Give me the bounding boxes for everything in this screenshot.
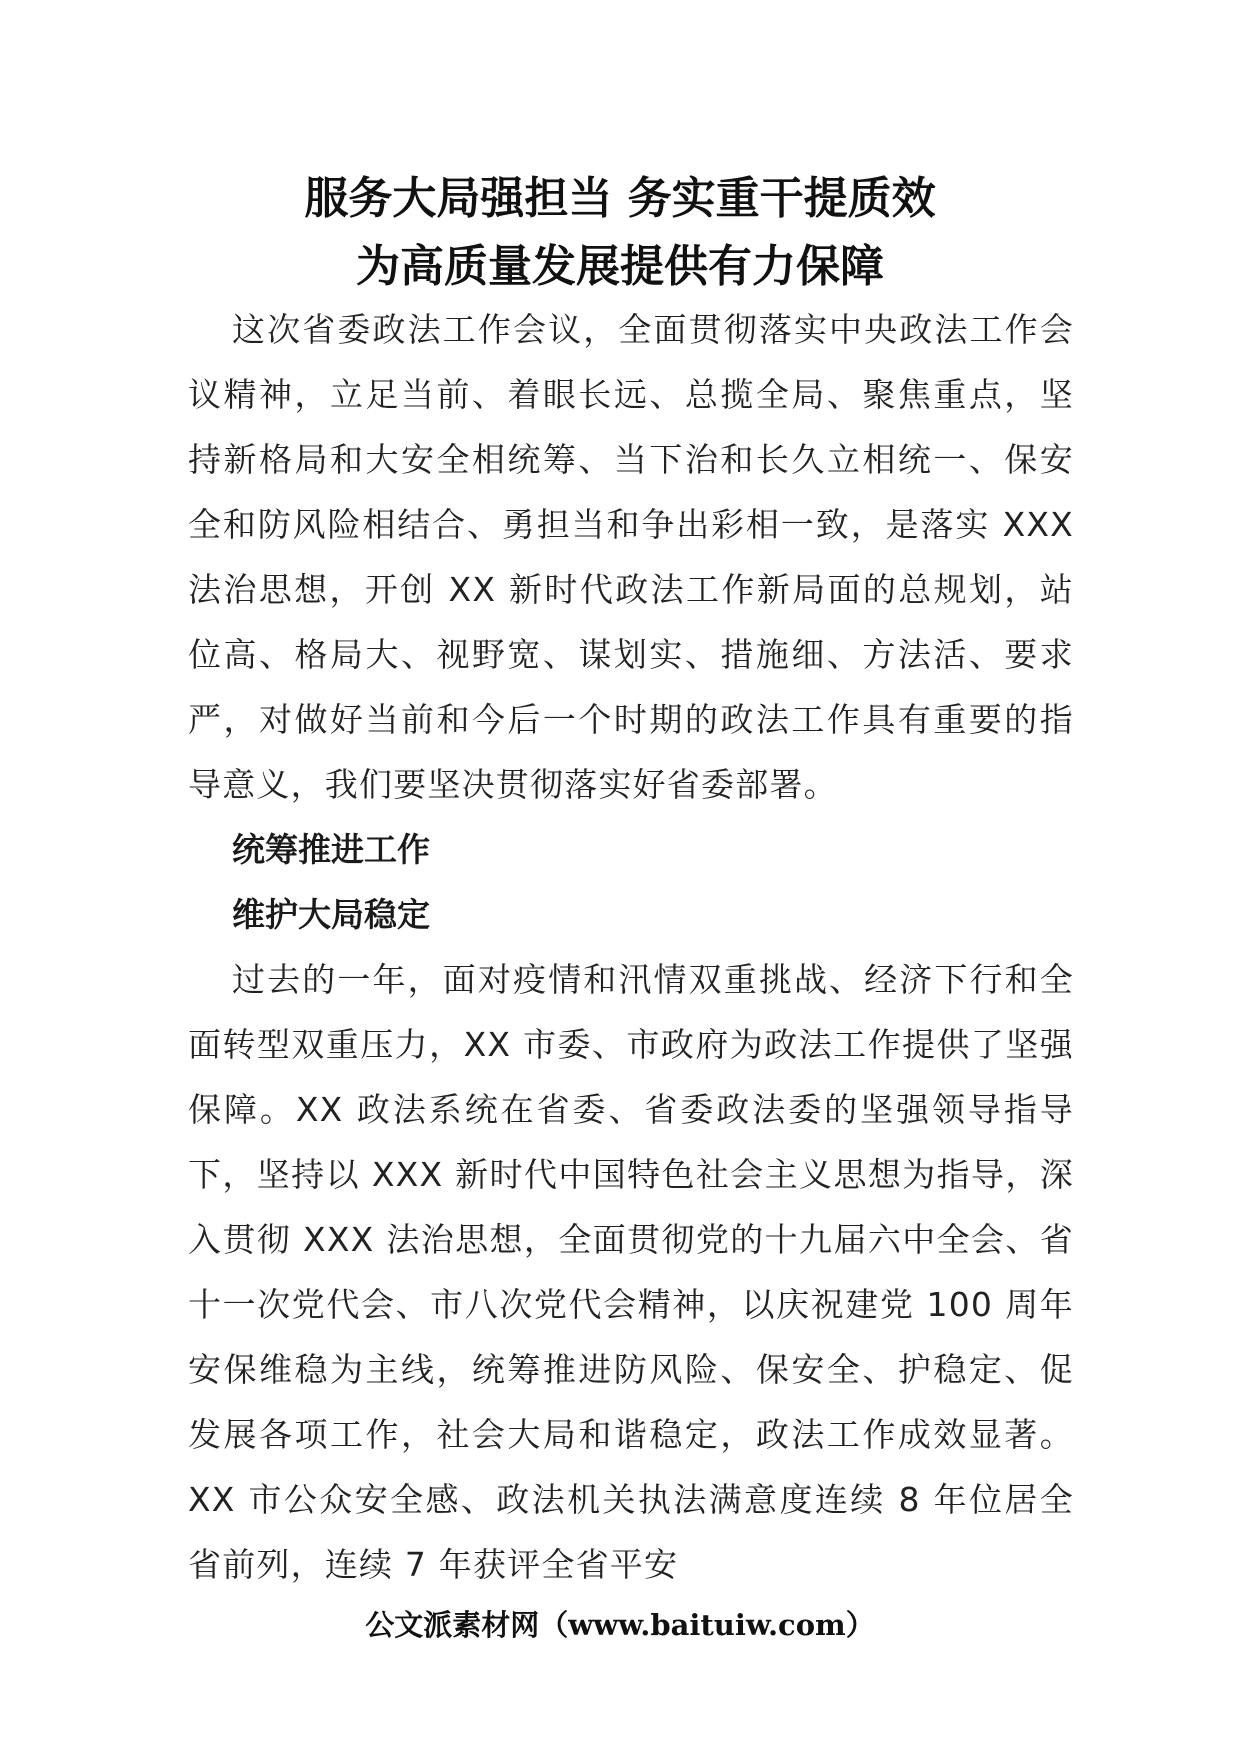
document-body: [188, 297, 1074, 1597]
body-paragraph: 这次省委政法工作会议，全面贯彻落实中央政法工作会议精神，立足当前、着眼长远、总揽全局、聚焦重点，坚持新格局和大安全相统筹、当下治和长久立相统一、保安全和防风险相结合、勇担当和争出彩相一致，是落实 XXX 法治思想，开创 XX 新时代政法工作新局面的总规划，站位高、格局大、视野宽、谋划实、措施细、方法活、要求严，对做好当前和今后一个时期的政法工作具有重要的指导意义，我们要坚决贯彻落实好省委部署。: [188, 310, 1074, 804]
document-title-line-1: 服务大局强担当 务实重干提质效: [304, 173, 936, 224]
section-heading: 统筹推进工作: [232, 830, 430, 869]
section-heading: 维护大局稳定: [232, 895, 430, 934]
body-paragraph: 过去的一年，面对疫情和汛情双重挑战、经济下行和全面转型双重压力，XX 市委、市政府为政法工作提供了坚强保障。XX 政法系统在省委、省委政法委的坚强领导指导下，坚持以 XXX 新时代中国特色社会主义思想为指导，深入贯彻 XXX 法治思想，全面贯彻党的十九届六中全会、省十一次党代会、市八次党代会精神，以庆祝建党 100 周年安保维稳为主线，统筹推进防风险、保安全、护稳定、促发展各项工作，社会大局和谐稳定，政法工作成效显著。XX 市公众安全感、政法机关执法满意度连续 8 年位居全省前列，连续 7 年获评全省平安: [188, 960, 1074, 1584]
footer-watermark: 公文派素材网（www.baituiw.com）: [365, 1608, 875, 1642]
document-title-line-2: 为高质量发展提供有力保障: [356, 241, 884, 292]
